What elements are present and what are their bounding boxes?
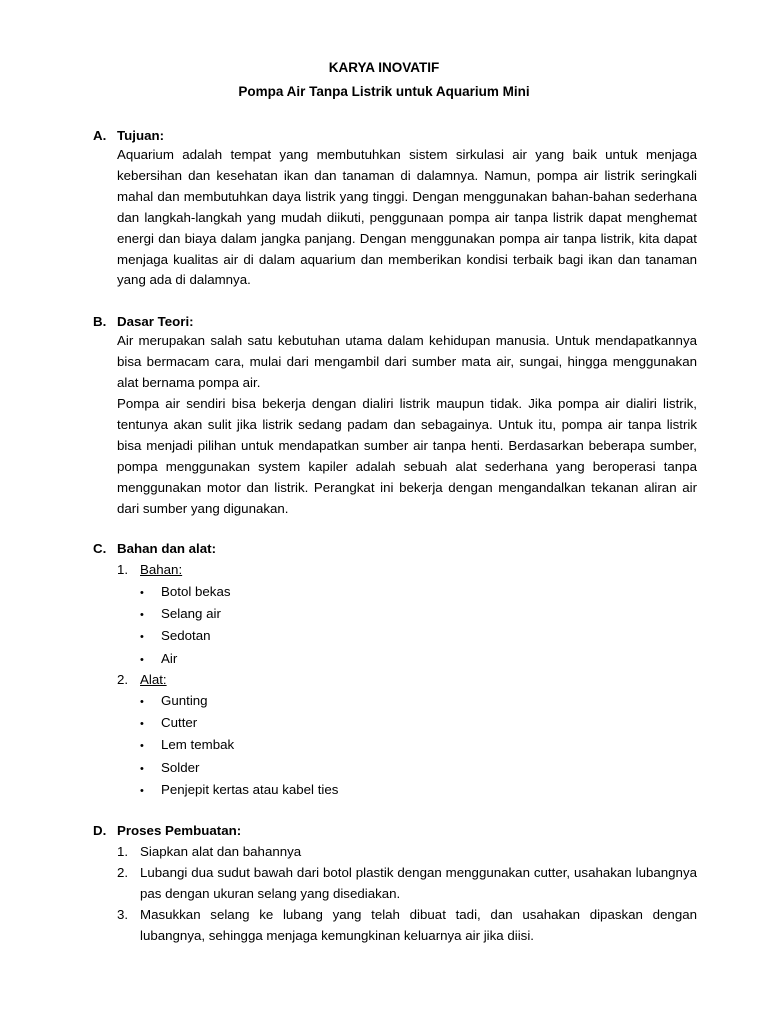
section-d-letter: D. [93,823,107,838]
bullet-icon: • [140,631,144,643]
bullet-icon: • [140,654,144,666]
section-a-heading [93,128,164,144]
section-c-title: Bahan dan alat: [117,541,217,556]
list-item: • Botol bekas [140,584,231,599]
step-number: 1. [117,844,129,859]
bullet-icon: • [140,718,144,730]
section-b-heading [93,314,194,330]
step-number: 3. [117,907,129,922]
alat-group-label [117,672,167,688]
bullet-icon: • [140,696,144,708]
bahan-label: Bahan: [140,562,183,577]
bullet-icon: • [140,587,144,599]
bullet-icon: • [140,609,144,621]
section-d-title: Proses Pembuatan: [117,823,242,838]
doc-subtitle: Pompa Air Tanpa Listrik untuk Aquarium Mini [238,84,530,99]
section-a-paragraph: Aquarium adalah tempat yang membutuhkan sistem sirkulasi air yang baik untuk menjaga kebersihan dan kesehatan ikan dan tanaman di dalamnya. Namun, pompa air listrik seringkali mahal dan membutuhkan daya listrik yang tinggi. Dengan menggunakan bahan-bahan sederhana dan langkah-langkah yang mudah diikuti, penggunaan pompa air tanpa listrik dapat menghemat energi dan biaya dalam jangka panjang. Dengan menggunakan pompa air tanpa listrik, kita dapat menjaga kualitas air di dalam aquarium dan memberikan kondisi terbaik bagi ikan dan tanaman yang ada di dalamnya. [117,147,697,288]
list-item: • Penjepit kertas atau kabel ties [140,782,339,797]
section-c-letter: C. [93,541,107,556]
process-step-2 [117,863,697,905]
step-text: Lubangi dua sudut bawah dari botol plastik dengan menggunakan cutter, usahakan lubangnya pas dengan ukuran selang yang disediakan. [140,865,697,901]
list-item: • Solder [140,760,200,775]
list-item: • Air [140,651,178,666]
step-number: 2. [117,865,129,880]
list-item: • Cutter [140,715,198,730]
bahan-number: 1. [117,562,129,577]
alat-label: Alat: [140,672,167,687]
section-d-heading [93,823,241,839]
bullet-icon: • [140,740,144,752]
list-item: • Gunting [140,693,208,708]
list-item: • Sedotan [140,628,211,643]
section-b-title: Dasar Teori: [117,314,194,329]
process-step-3 [117,905,697,947]
section-b-letter: B. [93,314,107,329]
alat-number: 2. [117,672,129,687]
step-text: Siapkan alat dan bahannya [140,844,302,859]
doc-title: KARYA INOVATIF [328,60,440,75]
section-b-paragraph-2: Pompa air sendiri bisa bekerja dengan dialiri listrik maupun tidak. Jika pompa air dialiri listrik, tentunya akan sulit jika listrik sedang padam dan sebagainya. Untuk itu, pompa air tanpa listrik bisa menjadi pilihan untuk mendapatkan sumber air tanpa henti. Berdasarkan beberapa sumber, pompa menggunakan system kapiler adalah sebuah alat sederhana yang beroperasi tanpa menggunakan motor dan listrik. Perangkat ini bekerja dengan mengandalkan tekanan aliran air dari sumber yang digunakan. [117,396,697,516]
list-item: • Lem tembak [140,737,235,752]
section-a-title: Tujuan: [117,128,165,143]
bullet-icon: • [140,785,144,797]
process-step-1 [117,842,697,863]
bahan-group-label [117,562,182,578]
section-a-letter: A. [93,128,107,143]
section-b-paragraph-1: Air merupakan salah satu kebutuhan utama dalam kehidupan manusia. Untuk mendapatkannya bisa bermacam cara, mulai dari mengambil dari sumber mata air, sungai, hingga menggunakan alat bernama pompa air. [117,333,697,390]
step-text: Masukkan selang ke lubang yang telah dibuat tadi, dan usahakan dipaskan dengan lubangnya, sehingga menjaga kemungkinan keluarnya air jika diisi. [140,907,697,943]
list-item: • Selang air [140,606,221,621]
section-c-heading [93,541,216,557]
bullet-icon: • [140,763,144,775]
